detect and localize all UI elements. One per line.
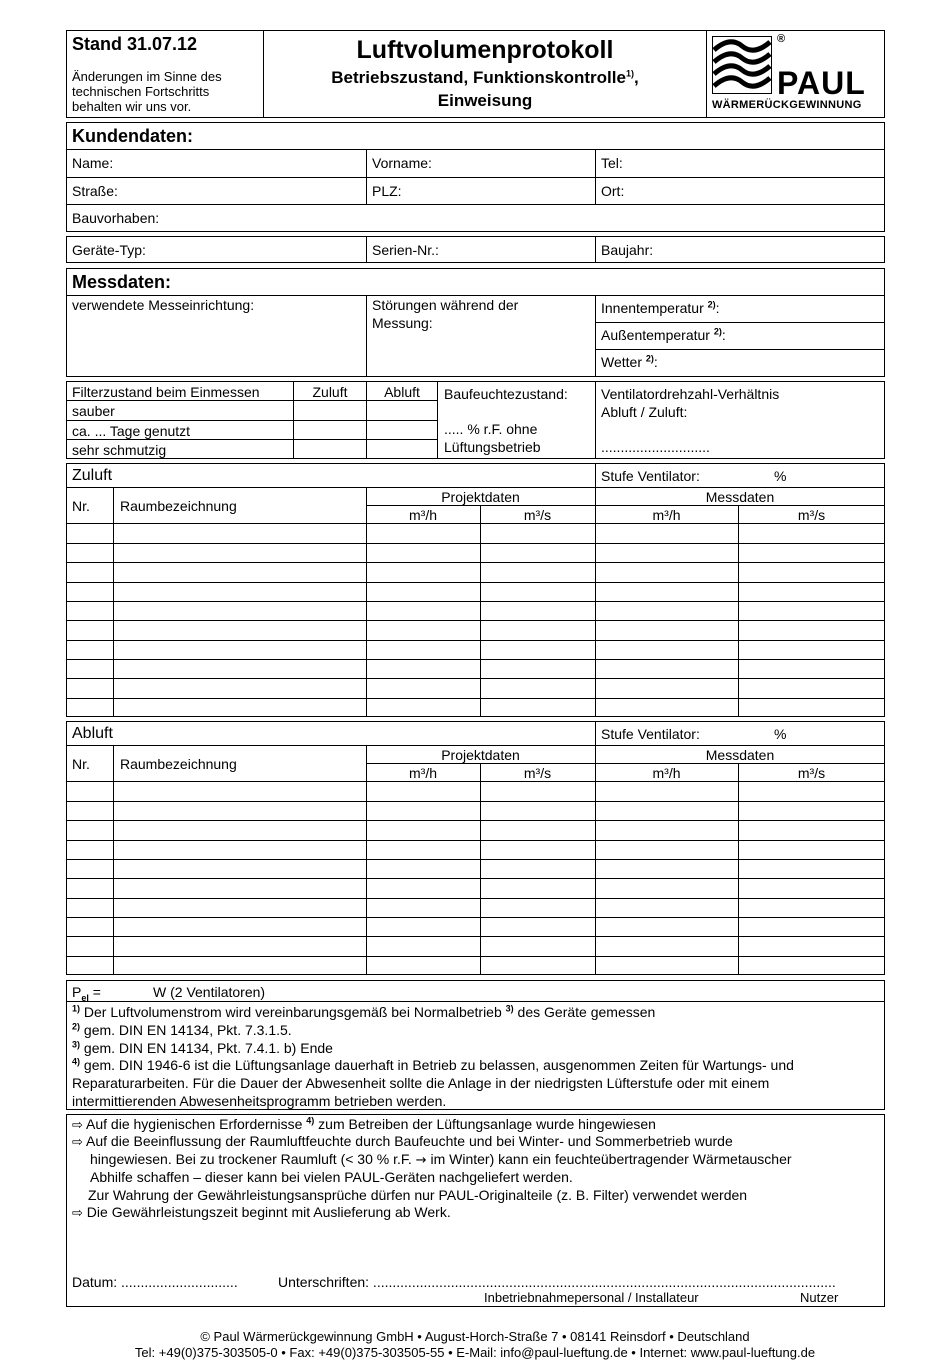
stand-note-3: behalten wir uns vor. xyxy=(72,99,192,114)
stoerungen-label-2: Messung: xyxy=(372,315,433,331)
paul-wave-icon xyxy=(712,36,772,94)
baujahr-label: Baujahr: xyxy=(601,242,654,258)
wetter-label: Wetter $^{2)}$: xyxy=(601,353,658,370)
abluft-projekt-m3s: m³/s xyxy=(523,765,552,781)
filter-row-sauber: sauber xyxy=(72,403,115,419)
arrow-icon: → xyxy=(415,1153,427,1168)
arrow-right-icon: ⇨ xyxy=(72,1118,83,1133)
instruction-2-line-3: Abhilfe schaffen – dieser kann bei vielen PAUL-Geräten nachgeliefert werden. xyxy=(90,1169,573,1185)
zuluft-projekt-m3s: m³/s xyxy=(523,507,552,523)
logo-name: PAUL xyxy=(777,65,866,101)
instruction-2-line-2: hingewiesen. Bei zu trockener Raumluft (< 30 % r.F. → im Winter) kann ein feuchteübertragender Wärmetauscher xyxy=(90,1151,792,1168)
stoerungen-label-1: Störungen während der xyxy=(372,297,519,313)
strasse-label: Straße: xyxy=(72,183,118,199)
footnote-4: $^{4)}$ gem. DIN 1946-6 ist die Lüftungsanlage dauerhaft in Betrieb zu belassen, ausgenommen Zeiten für Wartungs- und Reparaturarbeiten. Für die Dauer der Abwesenheit sollte die Anlage in der niedrigsten Lüfterstufe oder mit einem intermittierenden Abwesenheitsprogramm betrieben werden. xyxy=(72,1056,794,1109)
signature-personal-label: Inbetriebnahmepersonal / Installateur xyxy=(484,1290,699,1305)
abluft-mess-m3h: m³/h xyxy=(652,765,681,781)
footnote-2: $^{2)}$ gem. DIN EN 14134, Pkt. 7.3.1.5. xyxy=(72,1021,292,1038)
paul-logo xyxy=(707,31,884,117)
logo-subtitle: WÄRMERÜCKGEWINNUNG xyxy=(712,99,862,111)
footnote-3: $^{3)}$ gem. DIN EN 14134, Pkt. 7.4.1. b) Ende xyxy=(72,1039,333,1056)
arrow-right-icon: ⇨ xyxy=(72,1206,83,1221)
stand-note-1: Änderungen im Sinne des xyxy=(72,69,222,84)
tel-label: Tel: xyxy=(601,155,623,171)
zuluft-raum-header: Raumbezeichnung xyxy=(120,498,237,514)
zuluft-mess-m3s: m³/s xyxy=(797,507,826,523)
page-subtitle-1: Betriebszustand, Funktionskontrolle$^{1)}$, xyxy=(331,68,639,87)
innentemperatur-label: Innentemperatur $^{2)}$: xyxy=(601,299,720,316)
aussentemperatur-label: Außentemperatur $^{2)}$: xyxy=(601,326,726,343)
abluft-mess-m3s: m³/s xyxy=(797,765,826,781)
zuluft-projekt-m3h: m³/h xyxy=(409,507,437,523)
arrow-right-icon: ⇨ xyxy=(72,1135,83,1150)
ort-label: Ort: xyxy=(601,183,625,199)
ventilator-ratio-dots: ............................ xyxy=(601,439,710,455)
page-title: Luftvolumenprotokoll xyxy=(356,36,614,64)
instruction-1: ⇨ Auf die hygienischen Erfordernisse $^{4)}$ zum Betreiben der Lüftungsanlage wurde hingewiesen xyxy=(72,1115,656,1133)
zuluft-title: Zuluft xyxy=(72,467,113,484)
datum-field: Datum: .............................. xyxy=(72,1274,238,1290)
zuluft-nr-header: Nr. xyxy=(72,498,90,514)
pel-value: W (2 Ventilatoren) xyxy=(153,984,266,1000)
seriennr-label: Serien-Nr.: xyxy=(372,242,439,258)
stand-date: Stand 31.07.12 xyxy=(72,34,198,54)
bauvorhaben-label: Bauvorhaben: xyxy=(72,210,160,226)
abluft-percent: % xyxy=(774,726,787,742)
footer-line-1: © Paul Wärmerückgewinnung GmbH • August-Horch-Straße 7 • 08141 Reinsdorf • Deutschland xyxy=(200,1329,750,1344)
filter-abluft: Abluft xyxy=(384,384,420,400)
footnote-1: $^{1)}$ Der Luftvolumenstrom wird vereinbarungsgemäß bei Normalbetrieb $^{3)}$ des Geräte gemessen xyxy=(72,1003,656,1020)
signature-nutzer-label: Nutzer xyxy=(800,1290,839,1305)
zuluft-messdaten-header: Messdaten xyxy=(705,489,775,505)
instruction-2-line-1: ⇨ Auf die Beeinflussung der Raumluftfeuchte durch Baufeuchte und bei Winter- und Sommerbetrieb wurde xyxy=(72,1133,733,1150)
abluft-projekt-header: Projektdaten xyxy=(441,747,520,763)
stand-note-2: technischen Fortschritts xyxy=(72,84,210,99)
baufeuchte-line-2: Lüftungsbetrieb xyxy=(444,439,541,455)
footer-line-2: Tel: +49(0)375-303505-0 • Fax: +49(0)375-303505-55 • E-Mail: info@paul-lueftung.de • Internet: www.paul-lueftung.de xyxy=(134,1345,816,1360)
abluft-nr-header: Nr. xyxy=(72,756,90,772)
logo-registered: ® xyxy=(777,33,786,45)
instruction-3: ⇨ Die Gewährleistungszeit beginnt mit Auslieferung ab Werk. xyxy=(72,1204,451,1221)
page-subtitle-2: Einweisung xyxy=(437,91,533,110)
geraet-section xyxy=(66,236,885,263)
abluft-messdaten-header: Messdaten xyxy=(705,747,775,763)
vorname-label: Vorname: xyxy=(372,155,432,171)
kundendaten-heading: Kundendaten: xyxy=(72,126,193,146)
ventilator-ratio-2: Abluft / Zuluft: xyxy=(601,404,688,420)
messeinrichtung-label: verwendete Messeinrichtung: xyxy=(72,297,255,313)
abluft-raum-header: Raumbezeichnung xyxy=(120,756,237,772)
filter-row-schmutzig: sehr schmutzig xyxy=(72,442,167,458)
abluft-title: Abluft xyxy=(72,725,113,742)
baufeuchte-line-1: ..... % r.F. ohne xyxy=(444,421,538,437)
abluft-stufe-label: Stufe Ventilator: xyxy=(601,726,700,742)
zuluft-percent: % xyxy=(774,468,787,484)
ventilator-ratio-1: Ventilatordrehzahl-Verhältnis xyxy=(601,386,780,402)
zuluft-projekt-header: Projektdaten xyxy=(441,489,520,505)
instruction-2-line-4: Zur Wahrung der Gewährleistungsansprüche dürfen nur PAUL-Originalteile (z. B. Filter) verwendet werden xyxy=(88,1187,748,1203)
zuluft-mess-m3h: m³/h xyxy=(652,507,681,523)
abluft-projekt-m3h: m³/h xyxy=(409,765,437,781)
filter-zuluft: Zuluft xyxy=(312,384,348,400)
pel-label: $P_{el}$ = xyxy=(72,984,101,1003)
name-label: Name: xyxy=(72,155,114,171)
filter-heading: Filterzustand beim Einmessen xyxy=(72,384,260,400)
plz-label: PLZ: xyxy=(372,183,402,199)
geraetetyp-label: Geräte-Typ: xyxy=(72,242,146,258)
baufeuchte-title: Baufeuchtezustand: xyxy=(444,386,568,402)
unterschriften-field: Unterschriften: ....................................................................................................................... xyxy=(278,1274,836,1290)
zuluft-stufe-label: Stufe Ventilator: xyxy=(601,468,700,484)
messdaten-heading: Messdaten: xyxy=(72,272,172,292)
filter-row-genutzt: ca. ... Tage genutzt xyxy=(72,423,191,439)
